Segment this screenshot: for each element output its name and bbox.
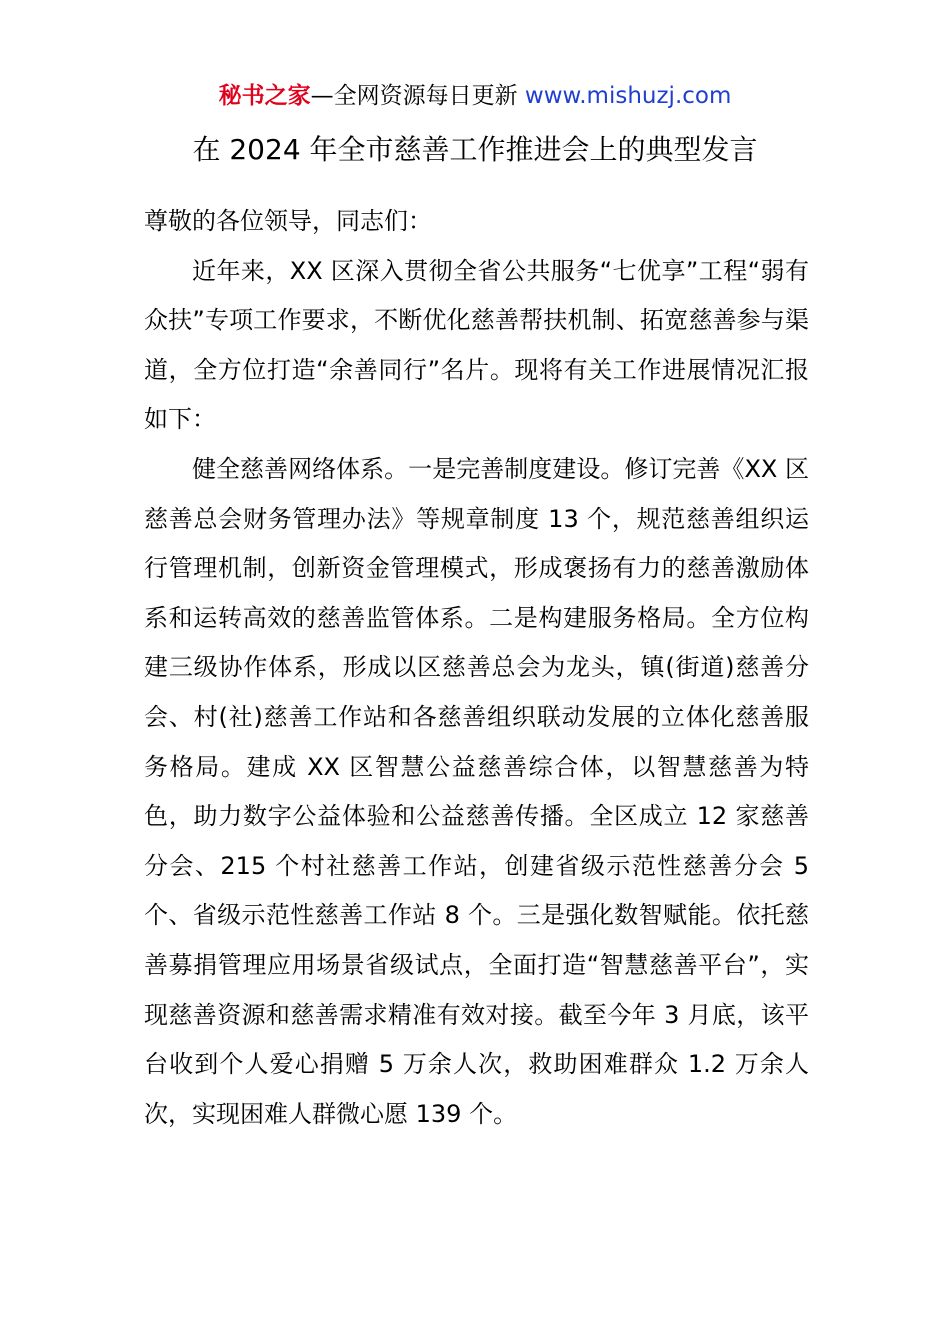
site-url-link[interactable]: www.mishuzj.com	[524, 83, 732, 109]
paragraph-intro: 近年来，XX 区深入贯彻全省公共服务“七优享”工程“弱有众扶”专项工作要求，不断优化慈善帮扶机制、拓宽慈善参与渠道，全方位打造“余善同行”名片。现将有关工作进展情况汇报如下：	[144, 256, 809, 434]
site-tagline: —全网资源每日更新	[310, 83, 525, 109]
paragraph-network-system: 健全慈善网络体系。一是完善制度建设。修订完善《XX 区慈善总会财务管理办法》等规章制度 13 个，规范慈善组织运行管理机制，创新资金管理模式，形成褒扬有力的慈善激励体系和运转高效的慈善监管体系。二是构建服务格局。全方位构建三级协作体系，形成以区慈善总会为龙头，镇(街道)慈善分会、村(社)慈善工作站和各慈善组织联动发展的立体化慈善服务格局。建成 XX 区智慧公益慈善综合体，以智慧慈善为特色，助力数字公益体验和公益慈善传播。全区成立 12 家慈善分会、215 个村社慈善工作站，创建省级示范性慈善分会 5 个、省级示范性慈善工作站 8 个。三是强化数智赋能。依托慈善募捐管理应用场景省级试点，全面打造“智慧慈善平台”，实现慈善资源和慈善需求精准有效对接。截至今年 3 月底，该平台收到个人爱心捐赠 5 万余人次，救助困难群众 1.2 万余人次，实现困难人群微心愿 139 个。	[144, 454, 809, 1128]
salutation: 尊敬的各位领导，同志们：	[144, 207, 432, 235]
site-header	[0, 80, 950, 112]
document-body	[144, 197, 809, 1139]
brand-name: 秘书之家	[218, 83, 311, 109]
document-title: 在 2024 年全市慈善工作推进会上的典型发言	[192, 133, 758, 166]
